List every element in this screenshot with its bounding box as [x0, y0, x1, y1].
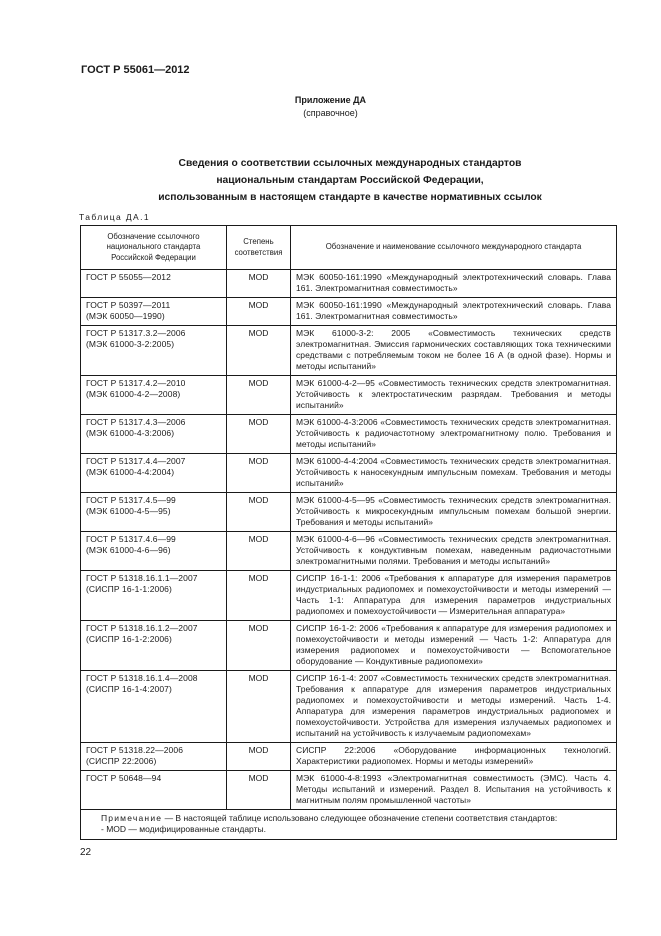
column-header-national: Обозначение ссылочного национального стандарта Российской Федерации: [81, 226, 227, 270]
international-standard-cell: МЭК 60050-161:1990 «Международный электротехнический словарь. Глава 161. Электромагнитная совместимость»: [291, 298, 617, 326]
degree-cell: MOD: [227, 270, 291, 298]
document-header: ГОСТ Р 55061—2012: [81, 64, 190, 76]
international-standard-cell: СИСПР 16-1-1: 2006 «Требования к аппаратуре для измерения параметров индустриальных радиопомех и помехоустойчивости и методы измерений — Часть 1-1: Аппаратура для измерения параметров индустриальных радиопомех и помехоустойчивости — Измерительная аппаратура»: [291, 571, 617, 621]
table-note-row: [81, 810, 617, 840]
appendix-subtitle: (справочное): [303, 108, 358, 118]
national-standard-cell: ГОСТ Р 55055—2012: [81, 270, 227, 298]
table-row: [81, 270, 617, 298]
national-standard-cell: ГОСТ Р 51317.3.2—2006 (МЭК 61000-3-2:2005): [81, 326, 227, 376]
table-row: [81, 376, 617, 415]
international-standard-cell: МЭК 61000-3-2: 2005 «Совместимость технических средств электромагнитная. Эмиссия гармонических составляющих тока техническими средствами с потребляемым током не более 16 А (в одной фазе). Нормы и методы испытаний»: [291, 326, 617, 376]
page-number: 22: [80, 847, 92, 858]
national-standard-cell: ГОСТ Р 51318.16.1.2—2007 (СИСПР 16-1-2:2006): [81, 621, 227, 671]
table-row: [81, 771, 617, 810]
international-standard-cell: МЭК 61000-4-8:1993 «Электромагнитная совместимость (ЭМС). Часть 4. Методы испытаний и измерений. Раздел 8. Испытания на устойчивость к магнитным полям промышленной частоты»: [291, 771, 617, 810]
section-title: [80, 155, 620, 206]
national-standard-cell: ГОСТ Р 51317.4.6—99 (МЭК 61000-4-6—96): [81, 532, 227, 571]
national-standard-cell: ГОСТ Р 51317.4.3—2006 (МЭК 61000-4-3:2006): [81, 415, 227, 454]
table-row: [81, 621, 617, 671]
section-title-line: использованным в настоящем стандарте в качестве нормативных ссылок: [158, 192, 542, 203]
international-standard-cell: СИСПР 22:2006 «Оборудование информационных технологий. Характеристики радиопомех. Нормы и методы измерений»: [291, 743, 617, 771]
international-standard-cell: МЭК 60050-161:1990 «Международный электротехнический словарь. Глава 161. Электромагнитная совместимость»: [291, 270, 617, 298]
degree-cell: MOD: [227, 376, 291, 415]
note-paragraph: [87, 813, 610, 824]
correspondence-table: [80, 225, 617, 840]
note-text: — В настоящей таблице использовано следующее обозначение степени соответствия стандартов:: [162, 813, 558, 823]
table-row: [81, 571, 617, 621]
section-title-line: национальным стандартам Российской Федерации,: [216, 175, 484, 186]
degree-cell: MOD: [227, 771, 291, 810]
degree-cell: MOD: [227, 743, 291, 771]
international-standard-cell: МЭК 61000-4-4:2004 «Совместимость технических средств электромагнитная. Устойчивость к наносекундным импульсным помехам. Требования и методы испытаний»: [291, 454, 617, 493]
degree-cell: MOD: [227, 571, 291, 621]
table-row: [81, 493, 617, 532]
table-row: [81, 454, 617, 493]
table-body: [81, 270, 617, 810]
international-standard-cell: МЭК 61000-4-2—95 «Совместимость технических средств электромагнитная. Устойчивость к электростатическим разрядам. Требования и методы испытаний»: [291, 376, 617, 415]
column-header-international: Обозначение и наименование ссылочного международного стандарта: [291, 226, 617, 270]
table-row: [81, 743, 617, 771]
table-note: [81, 810, 617, 840]
degree-cell: MOD: [227, 454, 291, 493]
table-row: [81, 671, 617, 743]
national-standard-cell: ГОСТ Р 51318.22—2006 (СИСПР 22:2006): [81, 743, 227, 771]
table-row: [81, 532, 617, 571]
degree-cell: MOD: [227, 415, 291, 454]
table-row: [81, 298, 617, 326]
table-header-row: [81, 226, 617, 270]
international-standard-cell: МЭК 61000-4-3:2006 «Совместимость технических средств электромагнитная. Устойчивость к радиочастотному электромагнитному полю. Требования и методы испытаний»: [291, 415, 617, 454]
national-standard-cell: ГОСТ Р 51318.16.1.4—2008 (СИСПР 16-1-4:2007): [81, 671, 227, 743]
national-standard-cell: ГОСТ Р 50648—94: [81, 771, 227, 810]
national-standard-cell: ГОСТ Р 51317.4.2—2010 (МЭК 61000-4-2—2008): [81, 376, 227, 415]
international-standard-cell: МЭК 61000-4-5—95 «Совместимость технических средств электромагнитная. Устойчивость к микросекундным импульсным помехам большой энергии. Требования и методы испытаний»: [291, 493, 617, 532]
international-standard-cell: СИСПР 16-1-2: 2006 «Требования к аппаратуре для измерения радиопомех и помехоустойчивости и методы измерений — Часть 1-2: Аппаратура для измерения радиопомех и помехоустойчивости — Вспомогательное оборудование — Кондуктивные радиопомехи»: [291, 621, 617, 671]
appendix-title: Приложение ДА: [294, 95, 367, 105]
international-standard-cell: СИСПР 16-1-4: 2007 «Совместимость технических средств электромагнитная. Требования к аппаратуре для измерения параметров индустриальных радиопомех и помехоустойчивости и методы измерений. Часть 1-4. Аппаратура для измерения параметров индустриальных радиопомех и помехоустойчивости. Устройства для измерения излучаемых радиопомех и испытаний на устойчивость к излучаемым радиопомехам»: [291, 671, 617, 743]
note-item: - MOD — модифицированные стандарты.: [101, 824, 266, 834]
column-header-degree: Степень соответствия: [227, 226, 291, 270]
degree-cell: MOD: [227, 621, 291, 671]
table-row: [81, 415, 617, 454]
degree-cell: MOD: [227, 326, 291, 376]
note-label: Примечание: [101, 813, 163, 823]
degree-cell: MOD: [227, 298, 291, 326]
table-caption: Таблица ДА.1: [79, 212, 151, 222]
national-standard-cell: ГОСТ Р 51318.16.1.1—2007 (СИСПР 16-1-1:2006): [81, 571, 227, 621]
degree-cell: MOD: [227, 493, 291, 532]
national-standard-cell: ГОСТ Р 51317.4.5—99 (МЭК 61000-4-5—95): [81, 493, 227, 532]
degree-cell: MOD: [227, 532, 291, 571]
national-standard-cell: ГОСТ Р 50397—2011 (МЭК 60050—1990): [81, 298, 227, 326]
national-standard-cell: ГОСТ Р 51317.4.4—2007 (МЭК 61000-4-4:2004): [81, 454, 227, 493]
section-title-line: Сведения о соответствии ссылочных международных стандартов: [178, 158, 522, 169]
international-standard-cell: МЭК 61000-4-6—96 «Совместимость технических средств электромагнитная. Устойчивость к кондуктивным помехам, наведенным радиочастотными электромагнитными полями. Требования и методы испытаний»: [291, 532, 617, 571]
degree-cell: MOD: [227, 671, 291, 743]
table-row: [81, 326, 617, 376]
